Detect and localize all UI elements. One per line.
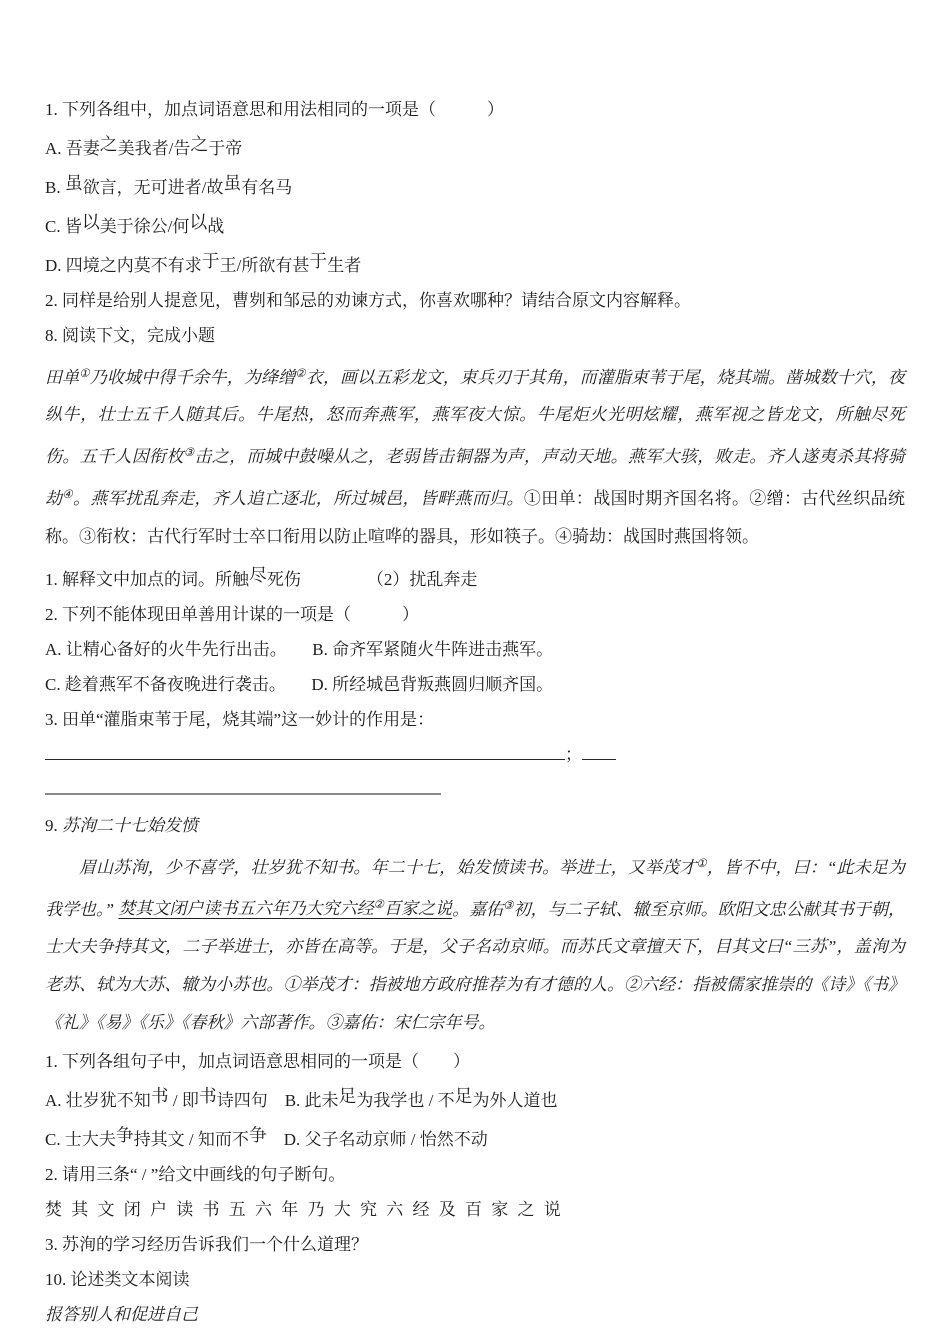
question-1-option-a xyxy=(45,127,905,166)
text-segment: 1. 解释文中加点的词。所触 xyxy=(45,569,249,589)
text-segment: ，皆不中，曰：“此未足为我学也。” xyxy=(45,857,906,919)
text-segment: 诗四句 B. 此未 xyxy=(216,1091,339,1111)
dotted-char: 于 xyxy=(201,250,220,271)
underlined-clause xyxy=(118,899,452,918)
text-segment: A. 吾妻 xyxy=(45,138,100,158)
text-segment: （2）扰乱奔走 xyxy=(366,569,478,589)
text-segment: 焚其文闭户读书五六年乃大究六经 xyxy=(118,899,374,919)
text-segment: 生者 xyxy=(327,255,362,275)
text-segment: D. 父子名动京师 / 怡然不动 xyxy=(266,1130,488,1150)
text-segment: 田单 xyxy=(45,367,80,387)
footnote-marker-1: ① xyxy=(79,366,90,380)
text-segment: 。嘉佑 xyxy=(452,899,504,919)
footnote-marker-1: ① xyxy=(696,856,707,870)
text-segment: 眉山苏洵，少不喜学，壮岁犹不知书。年二十七，始发愤读书。举进士，又举茂才 xyxy=(79,857,697,877)
text-segment: 。燕军扰乱奔走，齐人追亡逐北，所过城邑，皆畔燕而归。 xyxy=(73,488,524,508)
text-segment: 百家之说 xyxy=(384,899,453,919)
dotted-char: 以 xyxy=(189,211,208,232)
text-segment: ； xyxy=(565,744,582,764)
text-segment: 美我者/告 xyxy=(117,138,191,158)
text-segment: 王/所欲有甚 xyxy=(219,255,310,275)
text-segment: 美于徐公/何 xyxy=(99,216,190,236)
dotted-char: 争 xyxy=(248,1125,267,1146)
section-9-question-2: 2. 请用三条“ / ”给文中画线的句子断句。 xyxy=(45,1165,346,1185)
text-segment: / 即 xyxy=(168,1091,199,1111)
question-1-option-b xyxy=(45,166,905,205)
question-1-stem: 1. 下列各组中，加点词语意思和用法相同的一项是（ ） xyxy=(45,100,504,119)
answer-blank-row xyxy=(45,782,905,804)
dotted-char: 争 xyxy=(115,1125,134,1146)
section-9-passage xyxy=(45,845,905,1043)
text-segment: 为外人道也 xyxy=(472,1091,558,1111)
section-9-question-3: 3. 苏洵的学习经历告诉我们一个什么道理？ xyxy=(45,1235,368,1255)
dotted-char: 尽 xyxy=(249,564,267,585)
section-8-options-ab: A. 让精心备好的火牛先行出击。 B. 命齐军紧随火牛阵进击燕军。 xyxy=(45,639,554,659)
dotted-char: 书 xyxy=(150,1086,169,1107)
section-10-passage-title: 报答别人和促进自己 xyxy=(45,1305,198,1325)
section-8-passage xyxy=(45,355,905,556)
dotted-char: 于 xyxy=(309,250,328,271)
dotted-char: 虽 xyxy=(223,172,242,193)
dotted-char: 虽 xyxy=(64,172,83,193)
section-number: 9. xyxy=(45,815,62,835)
section-9-options-cd xyxy=(45,1118,905,1157)
footnote-marker-3: ③ xyxy=(503,898,514,912)
section-8-question-2: 2. 下列不能体现田单善用计谋的一项是（ ） xyxy=(45,604,419,624)
passage-title: 苏洵二十七始发愤 xyxy=(62,815,198,835)
footnote-marker-2: ② xyxy=(373,898,384,912)
dotted-char: 足 xyxy=(454,1086,473,1107)
dotted-char: 以 xyxy=(81,211,100,232)
section-9-question-1: 1. 下列各组句子中，加点词语意思相同的一项是（ ） xyxy=(45,1052,470,1072)
text-segment: 战 xyxy=(207,216,225,236)
text-segment: 持其文 / 知而不 xyxy=(133,1130,249,1150)
text-segment: 3. 田单“灌脂束苇于尾，烧其端”这一妙计的作用是： xyxy=(45,709,435,729)
text-segment: 击之，而城中鼓噪从之，老弱皆击铜器为声，声动天地。燕军大骇，败走。齐人遂夷杀其将骑劫 xyxy=(45,447,906,508)
section-8-question-1 xyxy=(45,558,905,597)
footnote-marker-3: ③ xyxy=(183,446,195,460)
question-2-stem: 2. 同样是给别人提意见，曹刿和邹忌的劝谏方式，你喜欢哪种？请结合原文内容解释。 xyxy=(45,290,691,310)
text-segment: A. 壮岁犹不知 xyxy=(45,1091,151,1111)
section-8-header: 8. 阅读下文，完成小题 xyxy=(45,325,215,345)
text-segment: 乃收城中得千余牛，为绛缯 xyxy=(89,367,296,387)
text-segment: 有名马 xyxy=(241,177,293,197)
footnotes-text: ①田单：战国时期齐国名将。②缯：古代丝织品统称。③衔枚：古代行军时士卒口衔用以防止喧哗的器具，形如筷子。④骑劫：战国时燕国将领。 xyxy=(45,488,906,546)
text-segment: 欲言，无可进者/故 xyxy=(82,177,224,197)
text-segment: C. 皆 xyxy=(45,216,82,236)
dotted-char: 足 xyxy=(338,1086,357,1107)
section-8-question-3 xyxy=(45,702,905,772)
section-9-segmentation-sentence: 焚 其 文 闭 户 读 书 五 六 年 乃 大 究 六 经 及 百 家 之 说 xyxy=(45,1200,561,1220)
answer-blank-long xyxy=(45,744,565,760)
text-segment: 为我学也 / 不 xyxy=(356,1091,455,1111)
answer-blank-short xyxy=(582,744,616,760)
text-segment: 于帝 xyxy=(208,138,243,158)
text-segment: 死伤 xyxy=(266,569,301,589)
section-9-options-ab xyxy=(45,1079,905,1118)
dotted-char: 书 xyxy=(198,1086,217,1107)
footnote-marker-2: ② xyxy=(295,366,306,380)
section-10-header: 10. 论述类文本阅读 xyxy=(45,1270,190,1290)
footnote-marker-4: ④ xyxy=(62,488,74,502)
section-8-options-cd: C. 趁着燕军不备夜晚进行袭击。 D. 所经城邑背叛燕圆归顺齐国。 xyxy=(45,674,554,694)
question-1-option-d xyxy=(45,244,905,283)
text-segment: B. xyxy=(45,177,65,197)
question-1-option-c xyxy=(45,205,905,244)
text-segment: 衣，画以五彩龙文，束兵刃于其角，而灌脂束苇于尾，烧其端。凿城数十穴，夜纵牛，壮士五千人随其后。牛尾热，怒而奔燕军，燕军夜大惊。牛尾炬火光明炫耀，燕军视之皆龙文，所触尽死伤。五千人因衔枚 xyxy=(45,367,906,467)
text-segment: D. 四境之内莫不有求 xyxy=(45,255,202,275)
text-segment: 初，与二子轼、辙至京师。欧阳文忠公献其书于朝，士大夫争持其文，二子举进士，亦皆在高等。于是，父子名动京师。而苏氏文章擅天下，目其文曰“三苏”，盖洵为老苏、轼为大苏、辙为小苏也。①举茂才：指被地方政府推荐为有才德的人。②六经：指被儒家推崇的《诗》《书》《礼》《易》《乐》《春秋》六部著作。③嘉佑：宋仁宗年号。 xyxy=(45,899,905,1033)
answer-blank-continuation xyxy=(45,793,441,795)
section-9-header xyxy=(45,808,905,843)
dotted-char: 之 xyxy=(190,134,209,154)
dotted-char: 之 xyxy=(99,134,118,154)
text-segment: C. 士大夫 xyxy=(45,1130,116,1150)
